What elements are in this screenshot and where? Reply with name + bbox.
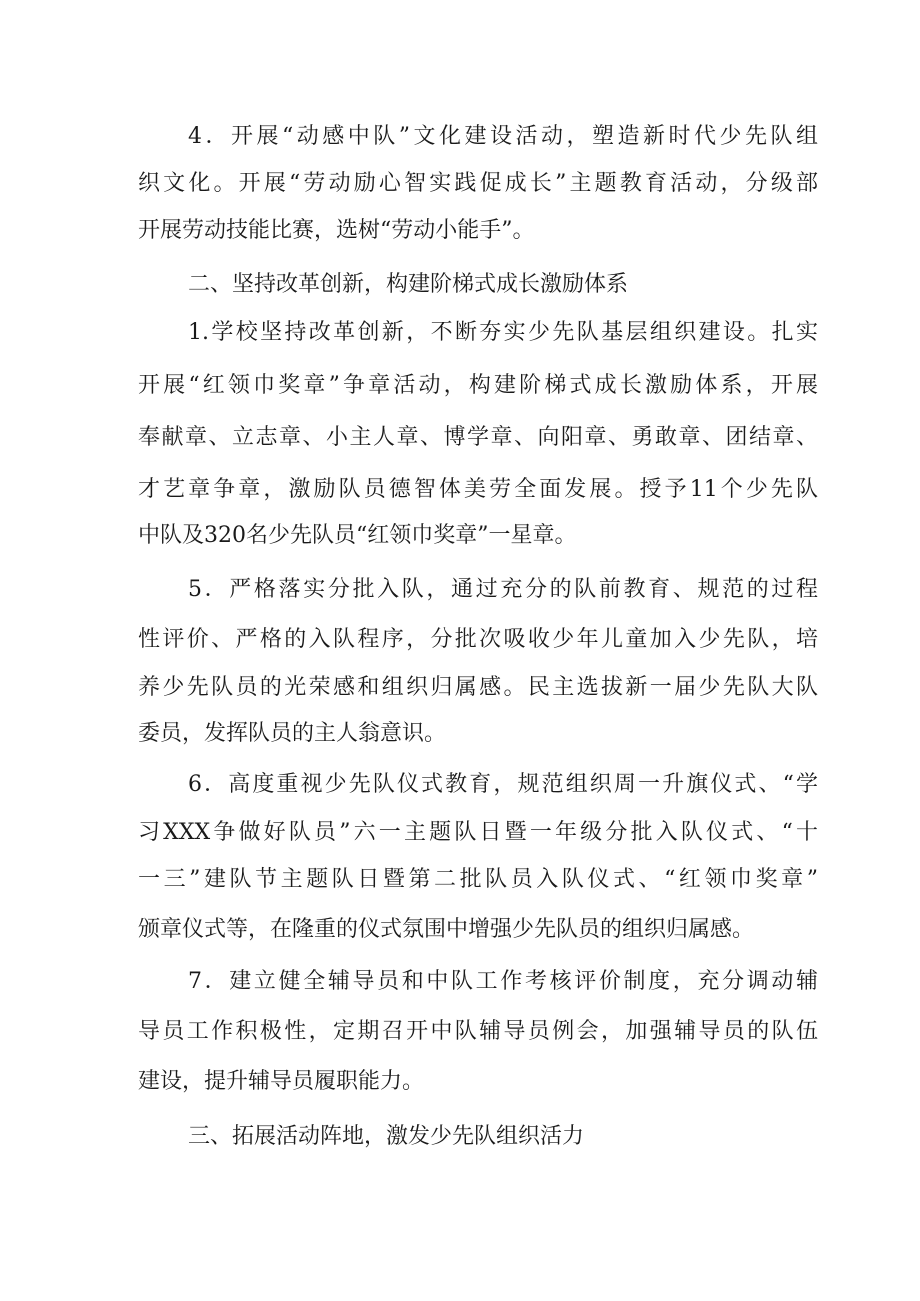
para7-line-2: 导员工作积极性，定期召开中队辅导员例会，加强辅导员的队伍 xyxy=(138,1019,818,1044)
para4-line-1: 4．开展“动感中队”文化建设活动，塑造新时代少先队组 xyxy=(188,124,818,149)
para1-line-5: 中队及320名少先队员“红领巾奖章”一星章。 xyxy=(138,523,577,548)
para6-line-4: 颁章仪式等，在隆重的仪式氛围中增强少先队员的组织归属感。 xyxy=(138,917,755,942)
para4-line-3: 开展劳动技能比赛，选树“劳动小能手”。 xyxy=(138,218,535,243)
section-heading-3: 三、拓展活动阵地，激发少先队组织活力 xyxy=(188,1124,585,1149)
para7-line-3: 建设，提升辅导员履职能力。 xyxy=(138,1069,425,1094)
para5-line-4: 委员，发挥队员的主人翁意识。 xyxy=(138,721,447,746)
para1-line-3: 奉献章、立志章、小主人章、博学章、向阳章、勇敢章、团结章、 xyxy=(138,425,818,450)
para7-line-1: 7．建立健全辅导员和中队工作考核评价制度，充分调动辅 xyxy=(188,969,818,994)
para6-line-3: 一三”建队节主题队日暨第二批队员入队仪式、“红领巾奖章” xyxy=(138,867,818,892)
para5-line-2: 性评价、严格的入队程序，分批次吸收少年儿童加入少先队，培 xyxy=(138,627,818,652)
para6-line-1: 6．高度重视少先队仪式教育，规范组织周一升旗仪式、“学 xyxy=(188,772,818,797)
para6-line-2: 习XXX争做好队员”六一主题队日暨一年级分批入队仪式、“十 xyxy=(138,820,818,845)
para1-line-4: 才艺章争章，激励队员德智体美劳全面发展。授予11个少先队 xyxy=(138,477,818,502)
para1-line-1: 1.学校坚持改革创新，不断夯实少先队基层组织建设。扎实 xyxy=(188,320,818,345)
para5-line-1: 5．严格落实分批入队，通过充分的队前教育、规范的过程 xyxy=(188,577,818,602)
para5-line-3: 养少先队员的光荣感和组织归属感。民主选拔新一届少先队大队 xyxy=(138,675,818,700)
para1-line-2: 开展“红领巾奖章”争章活动，构建阶梯式成长激励体系，开展 xyxy=(138,373,818,398)
para4-line-2: 织文化。开展“劳动励心智实践促成长”主题教育活动，分级部 xyxy=(138,171,818,196)
section-heading-2: 二、坚持改革创新，构建阶梯式成长激励体系 xyxy=(188,272,629,297)
